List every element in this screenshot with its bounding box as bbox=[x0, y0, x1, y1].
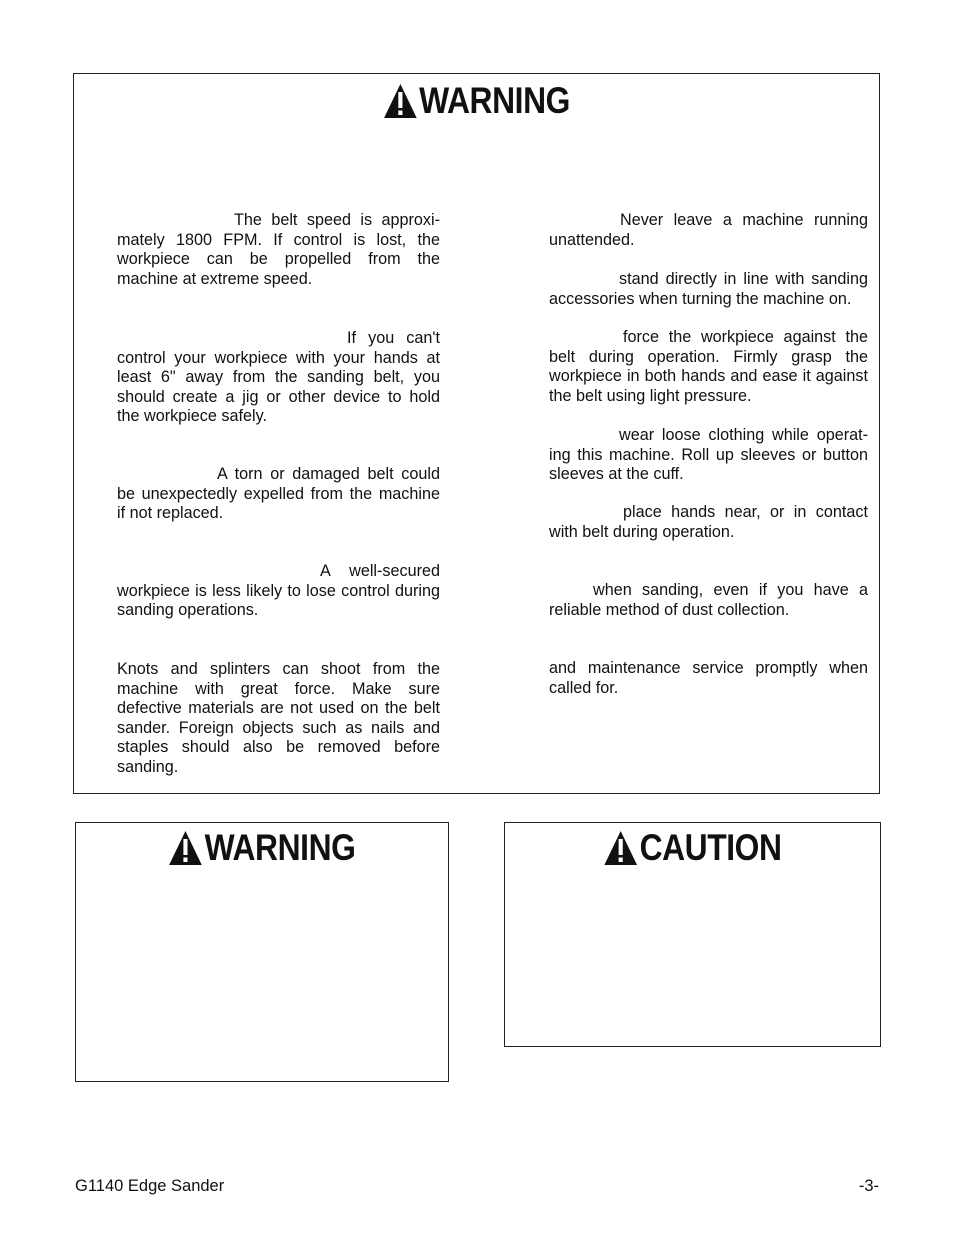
right-para-7: and maintenance service promptly when called for. bbox=[549, 659, 868, 697]
footer-page-number: -3- bbox=[858, 1177, 879, 1195]
bottom-caution-box bbox=[504, 822, 881, 1047]
warning-triangle-icon bbox=[169, 830, 203, 866]
left-para-3: A torn or damaged belt could be unexpectedly expelled from the machine if not replaced. bbox=[117, 465, 440, 522]
bottom-caution-title: CAUTION bbox=[639, 827, 782, 868]
right-para-5: place hands near, or in contact with belt during operation. bbox=[549, 503, 868, 541]
left-para-2: If you can't control your workpiece with your hands at least 6" away from the sanding belt, you should create a jig or other device to hold the workpiece safely. bbox=[117, 329, 440, 425]
footer-title: G1140 Edge Sander bbox=[75, 1177, 225, 1195]
bottom-warning-heading bbox=[102, 827, 422, 869]
bottom-caution-heading bbox=[531, 827, 854, 869]
main-warning-title: WARNING bbox=[419, 80, 570, 121]
bottom-warning-title: WARNING bbox=[204, 827, 356, 868]
left-para-5: Knots and splinters can shoot from the machine with great force. Make sure defective materials are not used on the belt sander. Foreign objects such as nails and staples should also be removed before sanding. bbox=[117, 660, 440, 776]
caution-triangle-icon bbox=[603, 830, 637, 866]
right-para-1: Never leave a machine running unattended. bbox=[549, 211, 868, 249]
main-warning-box bbox=[73, 73, 880, 794]
left-para-4: A well-secured workpiece is less likely to lose control during sanding operations. bbox=[117, 562, 440, 619]
left-para-1: The belt speed is approximately 1800 FPM. If control is lost, the workpiece can be propelled from the machine at extreme speed. bbox=[117, 211, 440, 288]
right-para-4: wear loose clothing while operating this machine. Roll up sleeves or button sleeves at the cuff. bbox=[549, 426, 868, 483]
right-para-3: force the workpiece against the belt during operation. Firmly grasp the workpiece in both hands and ease it against the belt using light pressure. bbox=[549, 328, 868, 405]
warning-triangle-icon bbox=[383, 83, 417, 119]
right-para-6: when sanding, even if you have a reliable method of dust collection. bbox=[549, 581, 868, 619]
bottom-warning-box bbox=[75, 822, 449, 1082]
main-warning-heading bbox=[130, 80, 822, 122]
right-para-2: stand directly in line with sanding accessories when turning the machine on. bbox=[549, 270, 868, 308]
